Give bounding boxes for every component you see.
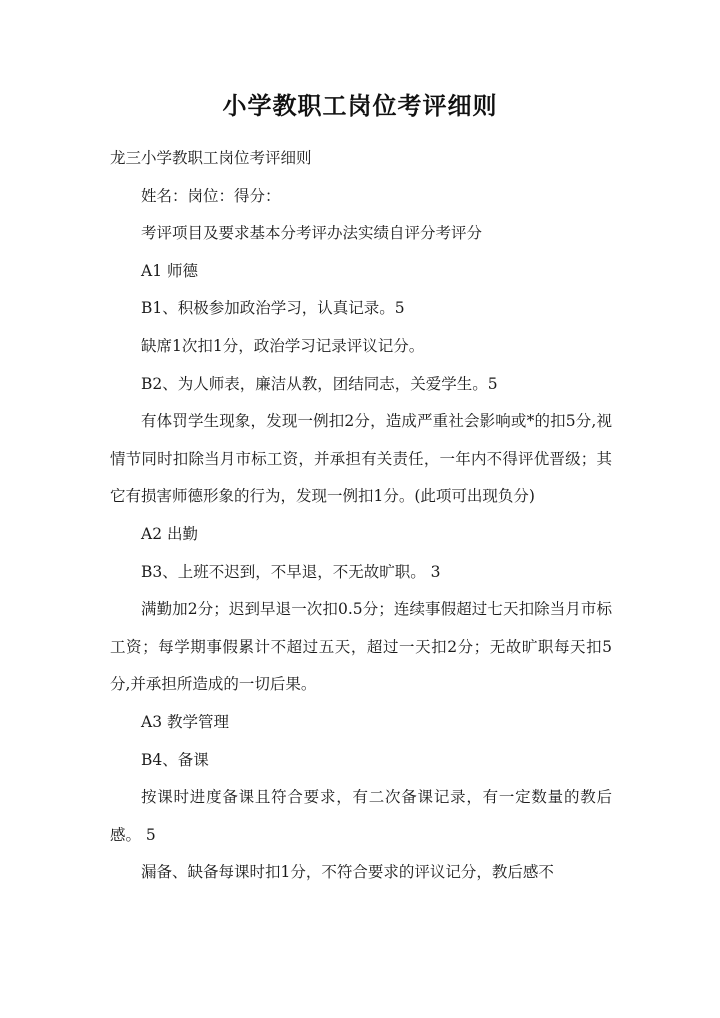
document-title: 小学教职工岗位考评细则 bbox=[222, 91, 498, 120]
table-header-line: 考评项目及要求基本分考评办法实绩自评分考评分 bbox=[141, 224, 483, 243]
item-b1: B1、积极参加政治学习，认真记录。5 bbox=[141, 299, 405, 318]
section-heading-a2: A2 出勤 bbox=[141, 524, 198, 543]
rule-b4-deduction: 漏备、缺备每课时扣1分，不符合要求的评议记分，教后感不 bbox=[141, 863, 554, 882]
rule-b2: 有体罚学生现象，发现一例扣2分，造成严重社会影响或*的扣5分,视情节同时扣除当月市标工资，并承担有关责任，一年内不得评优晋级；其它有损害师德形象的行为，发现一例扣1分。(此项可出现负分) bbox=[110, 412, 612, 506]
document-body bbox=[110, 140, 612, 892]
form-fields-line: 姓名：岗位：得分： bbox=[141, 186, 281, 205]
item-b2: B2、为人师表，廉洁从教，团结同志，关爱学生。5 bbox=[141, 374, 498, 393]
rule-b1: 缺席1次扣1分，政治学习记录评议记分。 bbox=[141, 336, 425, 355]
item-b4: B4、备课 bbox=[141, 750, 209, 769]
rule-b3: 满勤加2分；迟到早退一次扣0.5分；连续事假超过七天扣除当月市标工资；每学期事假累计不超过五天，超过一天扣2分；无故旷职每天扣5分,并承担所造成的一切后果。 bbox=[110, 600, 612, 694]
subtitle-paragraph: 龙三小学教职工岗位考评细则 bbox=[110, 149, 312, 167]
section-heading-a1: A1 师德 bbox=[141, 261, 198, 280]
section-heading-a3: A3 教学管理 bbox=[141, 712, 229, 731]
item-b3: B3、上班不迟到，不早退，不无故旷职。 3 bbox=[141, 562, 441, 581]
rule-b4-requirement: 按课时进度备课且符合要求，有二次备课记录，有一定数量的教后感。 5 bbox=[110, 788, 612, 844]
